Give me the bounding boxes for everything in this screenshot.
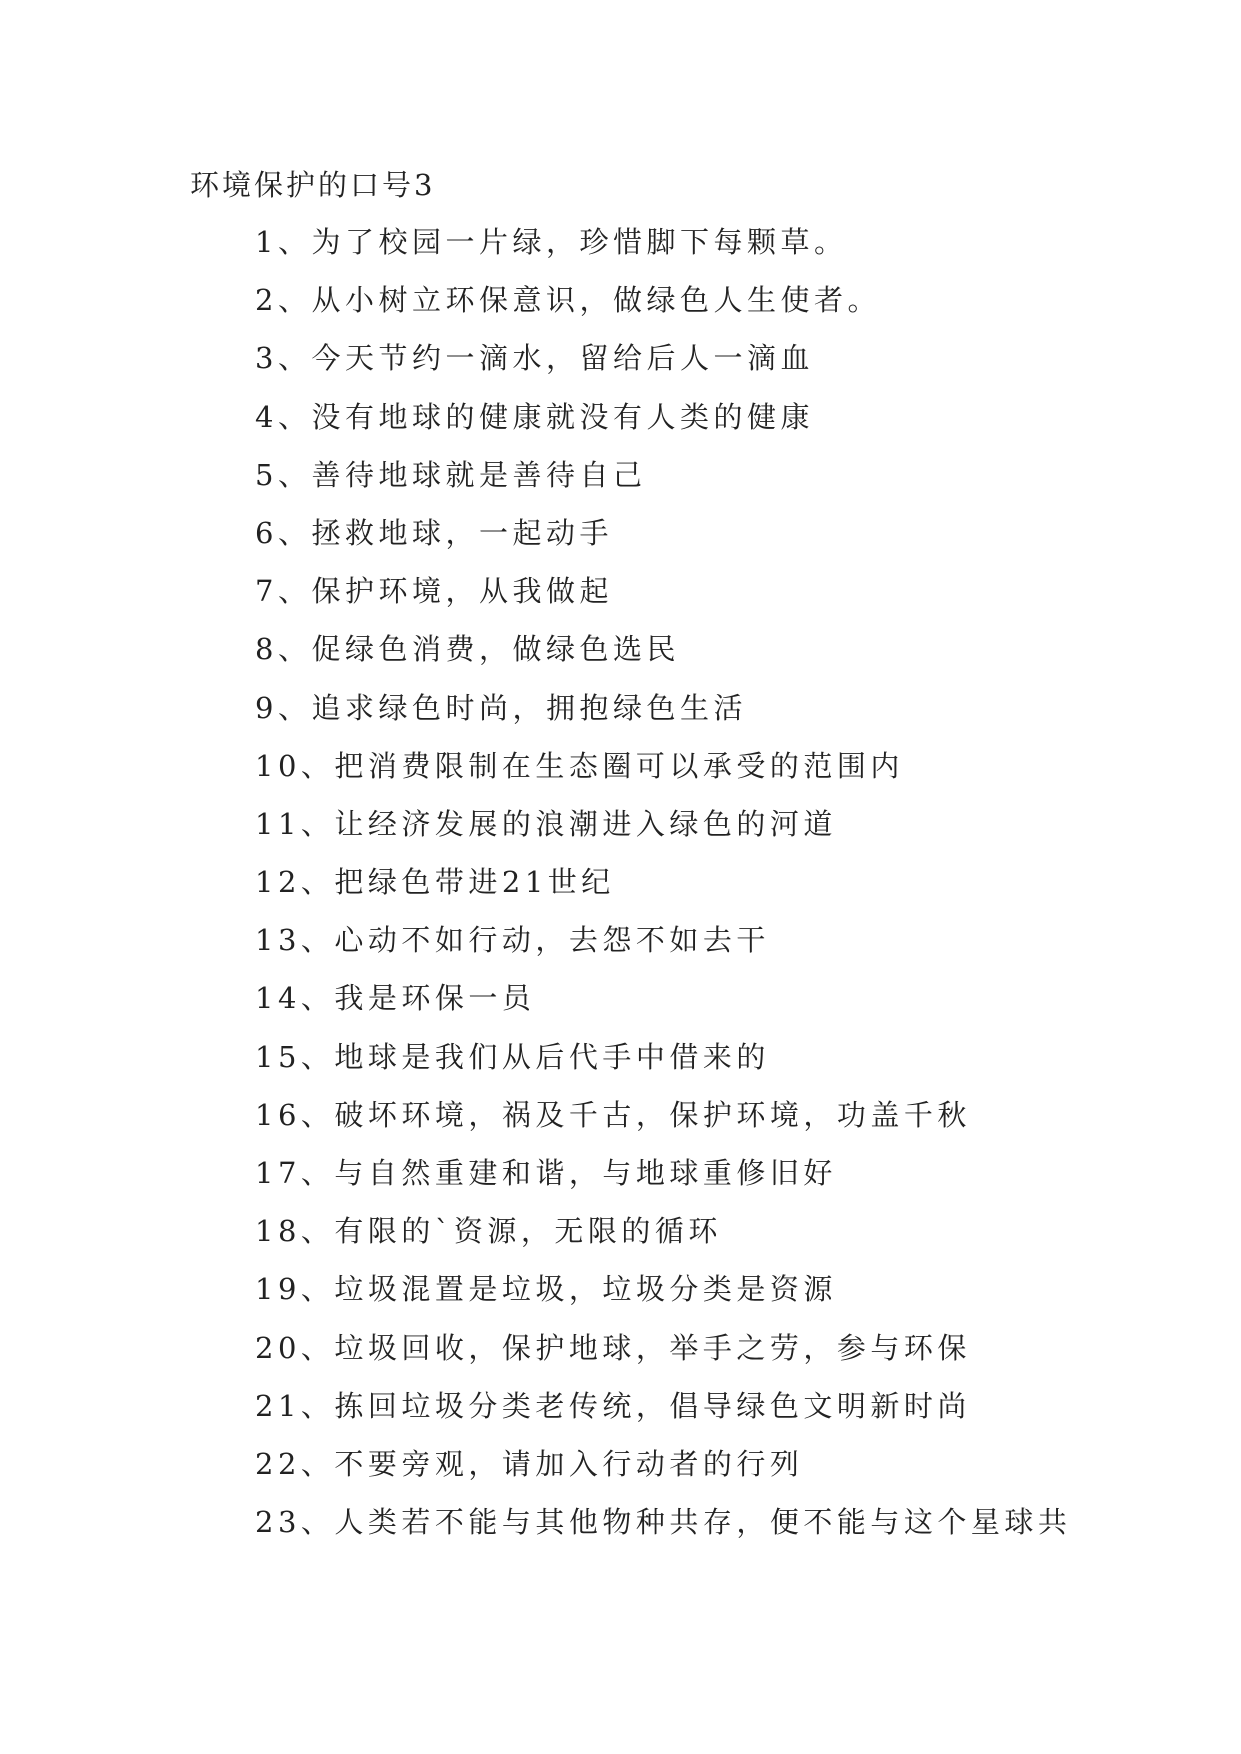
slogan-item: 7、保护环境，从我做起: [255, 574, 613, 609]
slogan-item: 10、把消费限制在生态圈可以承受的范围内: [255, 748, 904, 783]
slogan-item: 12、把绿色带进21世纪: [255, 865, 615, 900]
slogan-item: 9、追求绿色时尚，拥抱绿色生活: [255, 690, 747, 725]
slogan-item: 8、促绿色消费，做绿色选民: [255, 632, 680, 667]
slogan-item: 17、与自然重建和谐，与地球重修旧好: [255, 1156, 837, 1190]
slogan-item: 5、善待地球就是善待自己: [255, 457, 647, 492]
slogan-item: 23、人类若不能与其他物种共存，便不能与这个星球共: [255, 1505, 1072, 1540]
slogan-item: 3、今天节约一滴水，留给后人一滴血: [255, 341, 814, 376]
slogan-item: 18、有限的`资源，无限的循环: [255, 1214, 722, 1249]
slogan-item: 2、从小树立环保意识，做绿色人生使者。: [255, 283, 881, 318]
slogan-item: 19、垃圾混置是垃圾，垃圾分类是资源: [255, 1272, 837, 1307]
slogan-item: 13、心动不如行动，去怨不如去干: [255, 923, 770, 958]
document-title: 环境保护的口号3: [190, 168, 436, 202]
slogan-item: 16、破坏环境，祸及千古，保护环境，功盖千秋: [255, 1097, 971, 1132]
slogan-item: 21、拣回垃圾分类老传统，倡导绿色文明新时尚: [255, 1388, 971, 1423]
slogan-item: 22、不要旁观，请加入行动者的行列: [255, 1446, 804, 1481]
slogan-item: 15、地球是我们从后代手中借来的: [255, 1039, 770, 1074]
slogan-item: 11、让经济发展的浪潮进入绿色的河道: [255, 806, 837, 841]
slogan-item: 14、我是环保一员: [255, 981, 536, 1016]
slogan-item: 4、没有地球的健康就没有人类的健康: [255, 399, 814, 434]
slogan-item: 20、垃圾回收，保护地球，举手之劳，参与环保: [255, 1330, 971, 1365]
slogan-item: 6、拯救地球，一起动手: [255, 515, 613, 550]
slogan-list: [255, 221, 1071, 1559]
slogan-item: 1、为了校园一片绿，珍惜脚下每颗草。: [255, 225, 848, 259]
